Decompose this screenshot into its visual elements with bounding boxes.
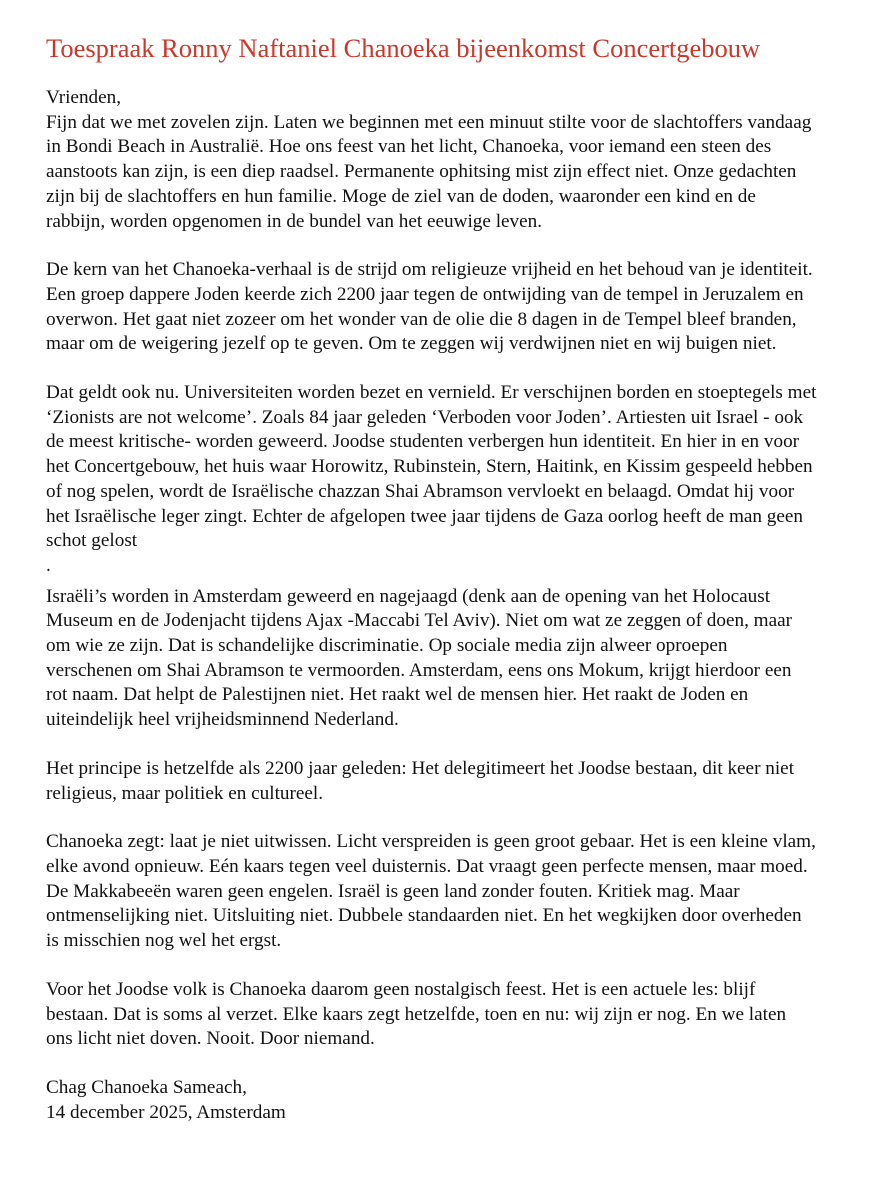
paragraph-chanoeka-message: Chanoeka zegt: laat je niet uitwissen. Licht verspreiden is geen groot gebaar. Het is een kleine vlam, elke avond opnieuw. Eén kaars tegen veel duisternis. Dat vraagt geen perfecte mensen, maar moed. De Makkabeeën waren geen engelen. Israël is geen land zonder fouten. Kritiek mag. Maar ontmenselijking niet. Uitsluiting niet. Dubbele standaarden niet. En het wegkijken door overheden is misschien nog wel het ergst.: [46, 831, 816, 952]
paragraph-now: Dat geldt ook nu. Universiteiten worden bezet en vernield. Er verschijnen borden en stoeptegels met ‘Zionists are not welcome’. Zoals 84 jaar geleden ‘Verboden voor Joden’. Artiesten uit Israel - ook de meest kritische- worden geweerd. Joodse studenten verbergen hun identiteit. En hier in en voor het Concertgebouw, het huis waar Horowitz, Rubinstein, Stern, Haitink, en Kissim gespeeld hebben of nog spelen, wordt de Israëlische chazzan Shai Abramson vervloekt en belaagd. Omdat hij voor het Israëlische leger zingt. Echter de afgelopen twee jaar tijdens de Gaza oorlog heeft de man geen schot gelost .: [46, 382, 817, 576]
paragraph-spacer: [46, 1052, 882, 1076]
closing-signature: Chag Chanoeka Sameach, 14 december 2025, Amsterdam: [46, 1076, 286, 1123]
paragraph-spacer: [46, 234, 882, 258]
paragraph-core-story: De kern van het Chanoeka-verhaal is de strijd om religieuze vrijheid en het behoud van je identiteit. Een groep dappere Joden keerde zich 2200 jaar tegen de ontwijding van de tempel in Jeruzalem en overwon. Het gaat niet zozeer om het wonder van de olie die 8 dagen in de Tempel bleef branden, maar om de weigering jezelf op te geven. Om te zeggen wij verdwijnen niet en wij buigen niet.: [46, 259, 813, 355]
paragraph-spacer: [46, 733, 882, 757]
paragraph-spacer: [46, 357, 882, 381]
document-title: Toespraak Ronny Naftaniel Chanoeka bijeenkomst Concertgebouw: [46, 33, 761, 63]
paragraph-amsterdam: Israëli’s worden in Amsterdam geweerd en nagejaagd (denk aan de opening van het Holocaust Museum en de Jodenjacht tijdens Ajax -Maccabi Tel Aviv). Niet om wat ze zeggen of doen, maar om wie ze zijn. Dat is schandelijke discriminatie. Op sociale media zijn alweer oproepen verschenen om Shai Abramson te vermoorden. Amsterdam, eens ons Mokum, krijgt hierdoor een rot naam. Dat helpt de Palestijnen niet. Het raakt wel de mensen hier. Het raakt de Joden en uiteindelijk heel vrijheidsminnend Nederland.: [46, 585, 793, 731]
paragraph-spacer: [46, 806, 882, 830]
paragraph-principle: Het principe is hetzelfde als 2200 jaar geleden: Het delegitimeert het Joodse bestaan, dit keer niet religieus, maar politiek en cultureel.: [46, 757, 795, 804]
paragraph-jewish-people: Voor het Joodse volk is Chanoeka daarom geen nostalgisch feest. Het is een actuele les: blijf bestaan. Dat is soms al verzet. Elke kaars zegt hetzelfde, toen en nu: wij zijn er nog. En we laten ons licht niet doven. Nooit. Door niemand.: [46, 978, 787, 1050]
paragraph-opening: Vrienden, Fijn dat we met zovelen zijn. Laten we beginnen met een minuut stilte voor de slachtoffers vandaag in Bondi Beach in Australië. Hoe ons feest van het licht, Chanoeka, voor iemand een steen des aanstoots kan zijn, is een diep raadsel. Permanente ophitsing mist zijn effect niet. Onze gedachten zijn bij de slachtoffers en hun familie. Moge de ziel van de doden, waaronder een kind en de rabbijn, worden opgenomen in de bundel van het eeuwige leven.: [46, 87, 812, 232]
speech-document: [46, 30, 882, 1125]
paragraph-spacer: [46, 954, 882, 978]
